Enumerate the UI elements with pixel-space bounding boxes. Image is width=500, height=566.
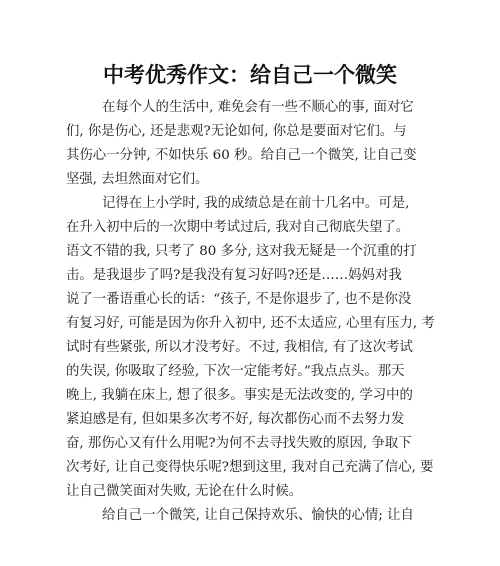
paragraph-line: 记得在上小学时, 我的成绩总是在前十几名中。可是, [102,196,410,211]
paragraph-line: 有复习好, 可能是因为你升入初中, 还不太适应, 心里有压力, 考 [66,316,435,331]
paragraph-line: 在每个人的生活中, 难免会有一些不顺心的事, 面对它 [102,100,414,115]
paragraph-line: 次考好, 让自己变得快乐呢?想到这里, 我对自己充满了信心, 要 [66,460,434,475]
paragraph-line: 其伤心一分钟, 不如快乐 60 秒。给自己一个微笑, 让自己变 [66,148,417,163]
paragraph-line: 晚上, 我躺在床上, 想了很多。事实是无法改变的, 学习中的 [66,388,413,403]
paragraph-line: 坚强, 去坦然面对它们。 [66,172,209,187]
paragraph-line: 紧迫感是有, 但如果多次考不好, 每次都伤心而不去努力发 [66,412,405,427]
paragraph-line: 给自己一个微笑, 让自己保持欢乐、愉快的心情; 让自 [102,508,414,523]
paragraph-line: 说了一番语重心长的话：“孩子, 不是你退步了, 也不是你没 [66,292,412,307]
paragraph-line: 击。是我退步了吗?是我没有复习好吗?还是……妈妈对我 [66,268,402,283]
paragraph-line: 让自己微笑面对失败, 无论在什么时候。 [66,484,303,499]
paragraph-line: 奋, 那伤心又有什么用呢?为何不去寻找失败的原因, 争取下 [66,436,412,451]
paragraph-line: 在升入初中后的一次期中考试过后, 我对自己彻底失望了。 [66,220,410,235]
paragraph-line: 的失误, 你吸取了经验, 下次一定能考好。”我点点头。那天 [66,364,405,379]
essay-title: 中考优秀作文：给自己一个微笑 [103,63,397,87]
paragraph-line: 试时有些紧张, 所以才没考好。不过, 我相信, 有了这次考试 [66,340,413,355]
essay-body [66,96,446,528]
paragraph-line: 语文不错的我, 只考了 80 多分, 这对我无疑是一个沉重的打 [66,244,417,259]
paragraph-line: 们, 你是伤心, 还是悲观?无论如何, 你总是要面对它们。与 [66,124,407,139]
